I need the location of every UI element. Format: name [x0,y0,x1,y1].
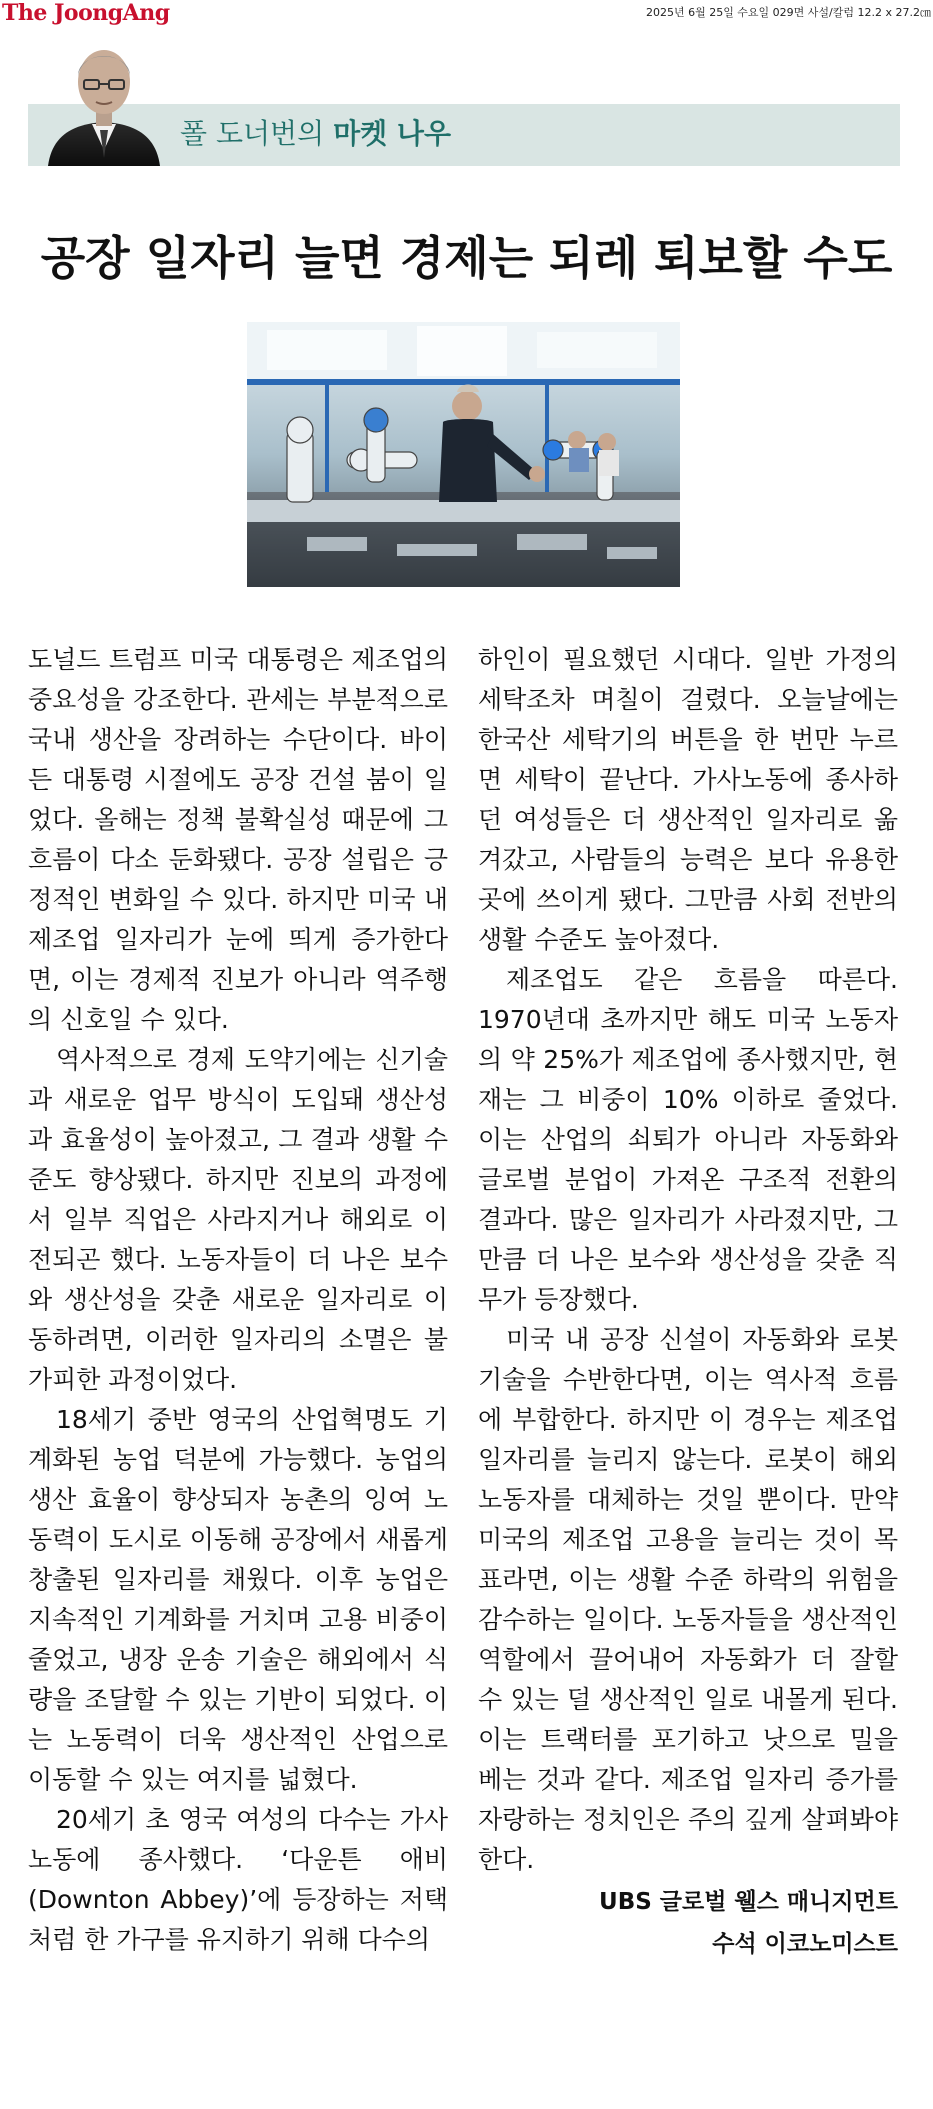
columnist-portrait [40,38,168,166]
article-headline: 공장 일자리 늘면 경제는 되레 퇴보할 수도 [40,231,893,285]
author-title: 수석 이코노미스트 [712,1931,898,1957]
masthead [0,0,933,26]
author-affiliation: UBS 글로벌 웰스 매니지먼트 [599,1889,898,1915]
article-paragraph-continued: 하인이 필요했던 시대다. 일반 가정의 세탁조차 며칠이 걸렸다. 오늘날에는 한국산 세탁기의 버튼을 한 번만 누르면 세탁이 끝난다. 가사노동에 종사하던 여성들은 더 생산적인 일자리로 옮겨갔고, 사람들의 능력은 보다 유용한 곳에 쓰이게 됐다. 그만큼 사회 전반의 생활 수준도 높아졌다. [478,645,898,954]
newspaper-logo: The JoongAng [2,0,170,26]
edition-info: 2025년 6월 25일 수요일 029면 사설/칼럼 12.2 x 27.2㎝ [645,6,931,19]
column-series-name: 마켓 나우 [333,117,452,150]
article-paragraph: 미국 내 공장 신설이 자동화와 로봇 기술을 수반한다면, 이는 역사적 흐름에 부합한다. 하지만 이 경우는 제조업 일자리를 늘리지 않는다. 로봇이 해외 노동자를 대체하는 것일 뿐이다. 만약 미국의 제조업 고용을 늘리는 것이 목표라면, 이는 생활 수준 하락의 위험을 감수하는 일이다. 노동자들을 생산적인 역할에서 끌어내어 자동화가 더 잘할 수 있는 덜 생산적인 일로 내몰게 된다. 이는 트랙터를 포기하고 낫으로 밀을 베는 것과 같다. 제조업 일자리 증가를 자랑하는 정치인은 주의 깊게 살펴봐야 한다. [478,1325,898,1874]
article-column-left [28,640,448,1960]
columnist-name: 폴 도너번의 [180,117,325,150]
column-title [180,112,451,152]
article-paragraph: 제조업도 같은 흐름을 따른다. 1970년대 초까지만 해도 미국 노동자의 약 25%가 제조업에 종사했지만, 현재는 그 비중이 10% 이하로 줄었다. 이는 산업의 쇠퇴가 아니라 자동화와 글로벌 분업이 가져온 구조적 전환의 결과다. 많은 일자리가 사라졌지만, 그만큼 더 나은 보수와 생산성을 갖춘 직무가 등장했다. [478,965,898,1314]
article-paragraph: 역사적으로 경제 도약기에는 신기술과 새로운 업무 방식이 도입돼 생산성과 효율성이 높아졌고, 그 결과 생활 수준도 향상됐다. 하지만 진보의 과정에서 일부 직업은 사라지거나 해외로 이전되곤 했다. 노동자들이 더 나은 보수와 생산성을 갖춘 새로운 일자리로 이동하려면, 이러한 일자리의 소멸은 불가피한 과정이었다. [28,1045,448,1394]
article-paragraph-start: 20세기 초 영국 여성의 다수는 가사노동에 종사했다. ‘다운튼 애비(Downton Abbey)’에 등장하는 저택처럼 한 가구를 유지하기 위해 다수의 [28,1805,448,1954]
article-column-right [478,640,898,1964]
article-paragraph: 도널드 트럼프 미국 대통령은 제조업의 중요성을 강조한다. 관세는 부분적으로 국내 생산을 장려하는 수단이다. 바이든 대통령 시절에도 공장 건설 붐이 일었다. 올해는 정책 불확실성 때문에 그 흐름이 다소 둔화됐다. 공장 설립은 긍정적인 변화일 수 있다. 하지만 미국 내 제조업 일자리가 눈에 띄게 증가한다면, 이는 경제적 진보가 아니라 역주행의 신호일 수 있다. [28,645,448,1034]
factory-robot-photo [247,322,680,587]
article-paragraph: 18세기 중반 영국의 산업혁명도 기계화된 농업 덕분에 가능했다. 농업의 생산 효율이 향상되자 농촌의 잉여 노동력이 도시로 이동해 공장에서 새롭게 창출된 일자리를 채웠다. 이후 농업은 지속적인 기계화를 거치며 고용 비중이 줄었고, 냉장 운송 기술은 해외에서 식량을 조달할 수 있는 기반이 되었다. 이는 노동력이 더욱 생산적인 산업으로 이동할 수 있는 여지를 넓혔다. [28,1405,448,1794]
